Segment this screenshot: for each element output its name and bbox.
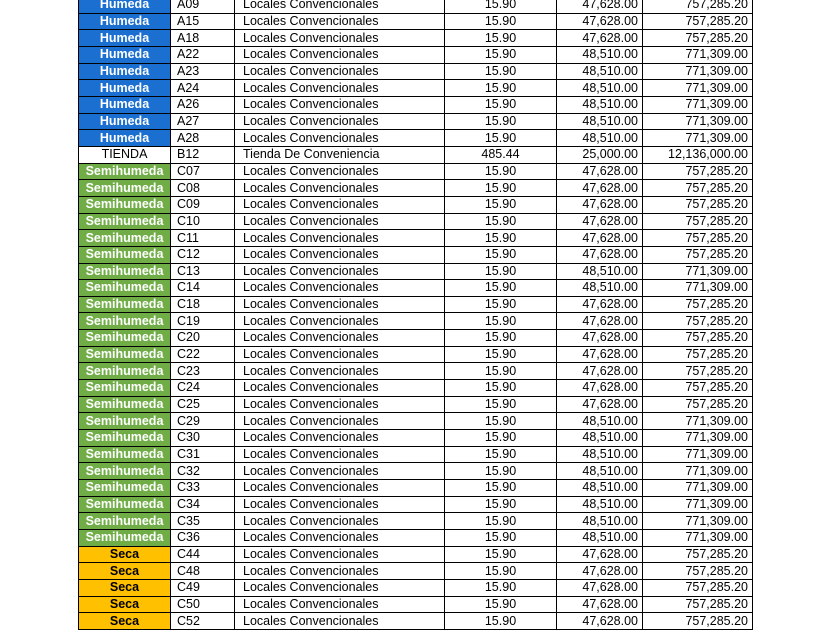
description-cell: Tienda De Conveniencia xyxy=(235,146,445,163)
area-cell: 15.90 xyxy=(445,113,557,130)
table-row xyxy=(79,30,753,47)
description-cell: Locales Convencionales xyxy=(235,563,445,580)
local-code-cell: C18 xyxy=(171,296,235,313)
description-cell: Locales Convencionales xyxy=(235,430,445,447)
area-cell: 15.90 xyxy=(445,46,557,63)
total-price-cell: 757,285.20 xyxy=(643,596,753,613)
local-code-cell: C25 xyxy=(171,396,235,413)
local-code-cell: A26 xyxy=(171,96,235,113)
zone-cell: Semihumeda xyxy=(79,296,171,313)
table-row xyxy=(79,296,753,313)
total-price-cell: 771,309.00 xyxy=(643,113,753,130)
description-cell: Locales Convencionales xyxy=(235,530,445,547)
local-code-cell: C33 xyxy=(171,480,235,497)
description-cell: Locales Convencionales xyxy=(235,313,445,330)
total-price-cell: 771,309.00 xyxy=(643,530,753,547)
area-cell: 15.90 xyxy=(445,380,557,397)
unit-price-cell: 47,628.00 xyxy=(557,163,643,180)
total-price-cell: 771,309.00 xyxy=(643,413,753,430)
total-price-cell: 771,309.00 xyxy=(643,430,753,447)
total-price-cell: 757,285.20 xyxy=(643,246,753,263)
area-cell: 15.90 xyxy=(445,63,557,80)
table-row xyxy=(79,46,753,63)
area-cell: 15.90 xyxy=(445,230,557,247)
description-cell: Locales Convencionales xyxy=(235,413,445,430)
total-price-cell: 771,309.00 xyxy=(643,496,753,513)
zone-cell: Humeda xyxy=(79,63,171,80)
table-row xyxy=(79,613,753,630)
zone-cell: Semihumeda xyxy=(79,330,171,347)
unit-price-cell: 47,628.00 xyxy=(557,563,643,580)
total-price-cell: 771,309.00 xyxy=(643,263,753,280)
area-cell: 15.90 xyxy=(445,430,557,447)
area-cell: 15.90 xyxy=(445,463,557,480)
description-cell: Locales Convencionales xyxy=(235,513,445,530)
description-cell: Locales Convencionales xyxy=(235,446,445,463)
description-cell: Locales Convencionales xyxy=(235,13,445,30)
area-cell: 15.90 xyxy=(445,213,557,230)
local-code-cell: C10 xyxy=(171,213,235,230)
zone-cell: Semihumeda xyxy=(79,196,171,213)
table-row xyxy=(79,263,753,280)
table-row xyxy=(79,579,753,596)
zone-cell: Humeda xyxy=(79,13,171,30)
table-row xyxy=(79,163,753,180)
area-cell: 15.90 xyxy=(445,163,557,180)
area-cell: 15.90 xyxy=(445,246,557,263)
area-cell: 485.44 xyxy=(445,146,557,163)
unit-price-cell: 48,510.00 xyxy=(557,530,643,547)
local-code-cell: C31 xyxy=(171,446,235,463)
total-price-cell: 771,309.00 xyxy=(643,463,753,480)
area-cell: 15.90 xyxy=(445,330,557,347)
table-row xyxy=(79,230,753,247)
unit-price-cell: 47,628.00 xyxy=(557,596,643,613)
description-cell: Locales Convencionales xyxy=(235,180,445,197)
area-cell: 15.90 xyxy=(445,346,557,363)
local-code-cell: A15 xyxy=(171,13,235,30)
total-price-cell: 757,285.20 xyxy=(643,380,753,397)
unit-price-cell: 47,628.00 xyxy=(557,579,643,596)
local-code-cell: C35 xyxy=(171,513,235,530)
description-cell: Locales Convencionales xyxy=(235,246,445,263)
zone-cell: Semihumeda xyxy=(79,163,171,180)
area-cell: 15.90 xyxy=(445,480,557,497)
area-cell: 15.90 xyxy=(445,0,557,13)
description-cell: Locales Convencionales xyxy=(235,213,445,230)
table-row xyxy=(79,530,753,547)
local-code-cell: C50 xyxy=(171,596,235,613)
unit-price-cell: 48,510.00 xyxy=(557,80,643,97)
zone-cell: Semihumeda xyxy=(79,346,171,363)
table-body xyxy=(79,0,753,629)
table-row xyxy=(79,213,753,230)
zone-cell: Semihumeda xyxy=(79,363,171,380)
total-price-cell: 771,309.00 xyxy=(643,80,753,97)
description-cell: Locales Convencionales xyxy=(235,296,445,313)
total-price-cell: 771,309.00 xyxy=(643,130,753,147)
unit-price-cell: 47,628.00 xyxy=(557,380,643,397)
table-row xyxy=(79,280,753,297)
local-code-cell: C22 xyxy=(171,346,235,363)
unit-price-cell: 47,628.00 xyxy=(557,546,643,563)
area-cell: 15.90 xyxy=(445,563,557,580)
area-cell: 15.90 xyxy=(445,513,557,530)
area-cell: 15.90 xyxy=(445,496,557,513)
description-cell: Locales Convencionales xyxy=(235,380,445,397)
area-cell: 15.90 xyxy=(445,596,557,613)
unit-price-cell: 47,628.00 xyxy=(557,246,643,263)
total-price-cell: 757,285.20 xyxy=(643,330,753,347)
zone-cell: Semihumeda xyxy=(79,446,171,463)
description-cell: Locales Convencionales xyxy=(235,163,445,180)
table-row xyxy=(79,313,753,330)
unit-price-cell: 48,510.00 xyxy=(557,430,643,447)
table-row xyxy=(79,330,753,347)
local-code-cell: C29 xyxy=(171,413,235,430)
local-code-cell: C14 xyxy=(171,280,235,297)
area-cell: 15.90 xyxy=(445,196,557,213)
table-row xyxy=(79,96,753,113)
zone-cell: Semihumeda xyxy=(79,313,171,330)
local-code-cell: C52 xyxy=(171,613,235,630)
zone-cell: Semihumeda xyxy=(79,530,171,547)
zone-cell: Semihumeda xyxy=(79,513,171,530)
zone-cell: Seca xyxy=(79,563,171,580)
local-code-cell: B12 xyxy=(171,146,235,163)
unit-price-cell: 48,510.00 xyxy=(557,280,643,297)
area-cell: 15.90 xyxy=(445,396,557,413)
zone-cell: Seca xyxy=(79,579,171,596)
table-row xyxy=(79,146,753,163)
table-row xyxy=(79,130,753,147)
unit-price-cell: 47,628.00 xyxy=(557,613,643,630)
description-cell: Locales Convencionales xyxy=(235,280,445,297)
zone-cell: Semihumeda xyxy=(79,380,171,397)
zone-cell: Seca xyxy=(79,613,171,630)
total-price-cell: 757,285.20 xyxy=(643,13,753,30)
area-cell: 15.90 xyxy=(445,413,557,430)
local-code-cell: A18 xyxy=(171,30,235,47)
local-code-cell: C19 xyxy=(171,313,235,330)
unit-price-cell: 47,628.00 xyxy=(557,396,643,413)
total-price-cell: 757,285.20 xyxy=(643,213,753,230)
zone-cell: TIENDA xyxy=(79,146,171,163)
description-cell: Locales Convencionales xyxy=(235,613,445,630)
zone-cell: Semihumeda xyxy=(79,246,171,263)
area-cell: 15.90 xyxy=(445,546,557,563)
local-code-cell: C49 xyxy=(171,579,235,596)
total-price-cell: 771,309.00 xyxy=(643,513,753,530)
zone-cell: Semihumeda xyxy=(79,280,171,297)
unit-price-cell: 47,628.00 xyxy=(557,196,643,213)
local-code-cell: C11 xyxy=(171,230,235,247)
total-price-cell: 771,309.00 xyxy=(643,96,753,113)
total-price-cell: 757,285.20 xyxy=(643,230,753,247)
description-cell: Locales Convencionales xyxy=(235,263,445,280)
description-cell: Locales Convencionales xyxy=(235,363,445,380)
local-code-cell: A28 xyxy=(171,130,235,147)
area-cell: 15.90 xyxy=(445,313,557,330)
table-row xyxy=(79,180,753,197)
description-cell: Locales Convencionales xyxy=(235,596,445,613)
table-row xyxy=(79,196,753,213)
unit-price-cell: 47,628.00 xyxy=(557,13,643,30)
zone-cell: Humeda xyxy=(79,30,171,47)
description-cell: Locales Convencionales xyxy=(235,579,445,596)
table-row xyxy=(79,480,753,497)
description-cell: Locales Convencionales xyxy=(235,0,445,13)
zone-cell: Humeda xyxy=(79,130,171,147)
price-table xyxy=(78,0,753,630)
unit-price-cell: 48,510.00 xyxy=(557,46,643,63)
zone-cell: Semihumeda xyxy=(79,263,171,280)
local-code-cell: C09 xyxy=(171,196,235,213)
total-price-cell: 757,285.20 xyxy=(643,0,753,13)
local-code-cell: A22 xyxy=(171,46,235,63)
table-row xyxy=(79,463,753,480)
zone-cell: Seca xyxy=(79,546,171,563)
zone-cell: Semihumeda xyxy=(79,396,171,413)
description-cell: Locales Convencionales xyxy=(235,546,445,563)
unit-price-cell: 48,510.00 xyxy=(557,463,643,480)
unit-price-cell: 47,628.00 xyxy=(557,346,643,363)
total-price-cell: 771,309.00 xyxy=(643,280,753,297)
total-price-cell: 757,285.20 xyxy=(643,196,753,213)
total-price-cell: 771,309.00 xyxy=(643,46,753,63)
total-price-cell: 771,309.00 xyxy=(643,480,753,497)
zone-cell: Semihumeda xyxy=(79,213,171,230)
description-cell: Locales Convencionales xyxy=(235,346,445,363)
zone-cell: Semihumeda xyxy=(79,496,171,513)
total-price-cell: 12,136,000.00 xyxy=(643,146,753,163)
unit-price-cell: 47,628.00 xyxy=(557,0,643,13)
unit-price-cell: 48,510.00 xyxy=(557,480,643,497)
total-price-cell: 757,285.20 xyxy=(643,363,753,380)
zone-cell: Semihumeda xyxy=(79,230,171,247)
zone-cell: Semihumeda xyxy=(79,413,171,430)
total-price-cell: 757,285.20 xyxy=(643,346,753,363)
description-cell: Locales Convencionales xyxy=(235,63,445,80)
area-cell: 15.90 xyxy=(445,180,557,197)
unit-price-cell: 48,510.00 xyxy=(557,130,643,147)
table-row xyxy=(79,413,753,430)
area-cell: 15.90 xyxy=(445,446,557,463)
total-price-cell: 757,285.20 xyxy=(643,30,753,47)
local-code-cell: A09 xyxy=(171,0,235,13)
local-code-cell: A27 xyxy=(171,113,235,130)
unit-price-cell: 47,628.00 xyxy=(557,230,643,247)
area-cell: 15.90 xyxy=(445,80,557,97)
zone-cell: Semihumeda xyxy=(79,430,171,447)
local-code-cell: C48 xyxy=(171,563,235,580)
local-code-cell: C24 xyxy=(171,380,235,397)
area-cell: 15.90 xyxy=(445,613,557,630)
unit-price-cell: 47,628.00 xyxy=(557,30,643,47)
description-cell: Locales Convencionales xyxy=(235,330,445,347)
description-cell: Locales Convencionales xyxy=(235,196,445,213)
description-cell: Locales Convencionales xyxy=(235,480,445,497)
table-row xyxy=(79,80,753,97)
total-price-cell: 757,285.20 xyxy=(643,180,753,197)
local-code-cell: C32 xyxy=(171,463,235,480)
unit-price-cell: 48,510.00 xyxy=(557,113,643,130)
zone-cell: Humeda xyxy=(79,113,171,130)
unit-price-cell: 47,628.00 xyxy=(557,296,643,313)
area-cell: 15.90 xyxy=(445,280,557,297)
description-cell: Locales Convencionales xyxy=(235,113,445,130)
description-cell: Locales Convencionales xyxy=(235,463,445,480)
table-row xyxy=(79,363,753,380)
total-price-cell: 757,285.20 xyxy=(643,396,753,413)
area-cell: 15.90 xyxy=(445,13,557,30)
zone-cell: Semihumeda xyxy=(79,480,171,497)
unit-price-cell: 48,510.00 xyxy=(557,413,643,430)
table-row xyxy=(79,346,753,363)
local-code-cell: C44 xyxy=(171,546,235,563)
unit-price-cell: 48,510.00 xyxy=(557,96,643,113)
total-price-cell: 757,285.20 xyxy=(643,613,753,630)
local-code-cell: C34 xyxy=(171,496,235,513)
description-cell: Locales Convencionales xyxy=(235,396,445,413)
total-price-cell: 757,285.20 xyxy=(643,296,753,313)
table-row xyxy=(79,380,753,397)
area-cell: 15.90 xyxy=(445,96,557,113)
description-cell: Locales Convencionales xyxy=(235,30,445,47)
table-row xyxy=(79,246,753,263)
area-cell: 15.90 xyxy=(445,263,557,280)
table-row xyxy=(79,63,753,80)
unit-price-cell: 47,628.00 xyxy=(557,213,643,230)
zone-cell: Semihumeda xyxy=(79,463,171,480)
area-cell: 15.90 xyxy=(445,579,557,596)
zone-cell: Humeda xyxy=(79,0,171,13)
table-row xyxy=(79,113,753,130)
table-row xyxy=(79,563,753,580)
unit-price-cell: 47,628.00 xyxy=(557,363,643,380)
area-cell: 15.90 xyxy=(445,296,557,313)
area-cell: 15.90 xyxy=(445,30,557,47)
local-code-cell: C08 xyxy=(171,180,235,197)
zone-cell: Seca xyxy=(79,596,171,613)
description-cell: Locales Convencionales xyxy=(235,230,445,247)
total-price-cell: 757,285.20 xyxy=(643,313,753,330)
total-price-cell: 757,285.20 xyxy=(643,579,753,596)
zone-cell: Humeda xyxy=(79,80,171,97)
description-cell: Locales Convencionales xyxy=(235,96,445,113)
description-cell: Locales Convencionales xyxy=(235,496,445,513)
local-code-cell: C13 xyxy=(171,263,235,280)
zone-cell: Semihumeda xyxy=(79,180,171,197)
total-price-cell: 771,309.00 xyxy=(643,446,753,463)
unit-price-cell: 48,510.00 xyxy=(557,63,643,80)
table-row xyxy=(79,596,753,613)
description-cell: Locales Convencionales xyxy=(235,80,445,97)
total-price-cell: 757,285.20 xyxy=(643,563,753,580)
local-code-cell: C23 xyxy=(171,363,235,380)
unit-price-cell: 48,510.00 xyxy=(557,496,643,513)
area-cell: 15.90 xyxy=(445,130,557,147)
zone-cell: Humeda xyxy=(79,96,171,113)
table-row xyxy=(79,513,753,530)
table-row xyxy=(79,396,753,413)
area-cell: 15.90 xyxy=(445,363,557,380)
total-price-cell: 757,285.20 xyxy=(643,163,753,180)
local-code-cell: A23 xyxy=(171,63,235,80)
local-code-cell: A24 xyxy=(171,80,235,97)
description-cell: Locales Convencionales xyxy=(235,130,445,147)
unit-price-cell: 48,510.00 xyxy=(557,446,643,463)
local-code-cell: C12 xyxy=(171,246,235,263)
table-row xyxy=(79,446,753,463)
local-code-cell: C36 xyxy=(171,530,235,547)
local-code-cell: C20 xyxy=(171,330,235,347)
table-row xyxy=(79,496,753,513)
table-row xyxy=(79,546,753,563)
unit-price-cell: 47,628.00 xyxy=(557,330,643,347)
unit-price-cell: 48,510.00 xyxy=(557,513,643,530)
unit-price-cell: 48,510.00 xyxy=(557,263,643,280)
unit-price-cell: 47,628.00 xyxy=(557,313,643,330)
local-code-cell: C07 xyxy=(171,163,235,180)
table-row xyxy=(79,0,753,13)
local-code-cell: C30 xyxy=(171,430,235,447)
table-row xyxy=(79,13,753,30)
description-cell: Locales Convencionales xyxy=(235,46,445,63)
zone-cell: Humeda xyxy=(79,46,171,63)
table-row xyxy=(79,430,753,447)
unit-price-cell: 47,628.00 xyxy=(557,180,643,197)
unit-price-cell: 25,000.00 xyxy=(557,146,643,163)
area-cell: 15.90 xyxy=(445,530,557,547)
total-price-cell: 757,285.20 xyxy=(643,546,753,563)
total-price-cell: 771,309.00 xyxy=(643,63,753,80)
